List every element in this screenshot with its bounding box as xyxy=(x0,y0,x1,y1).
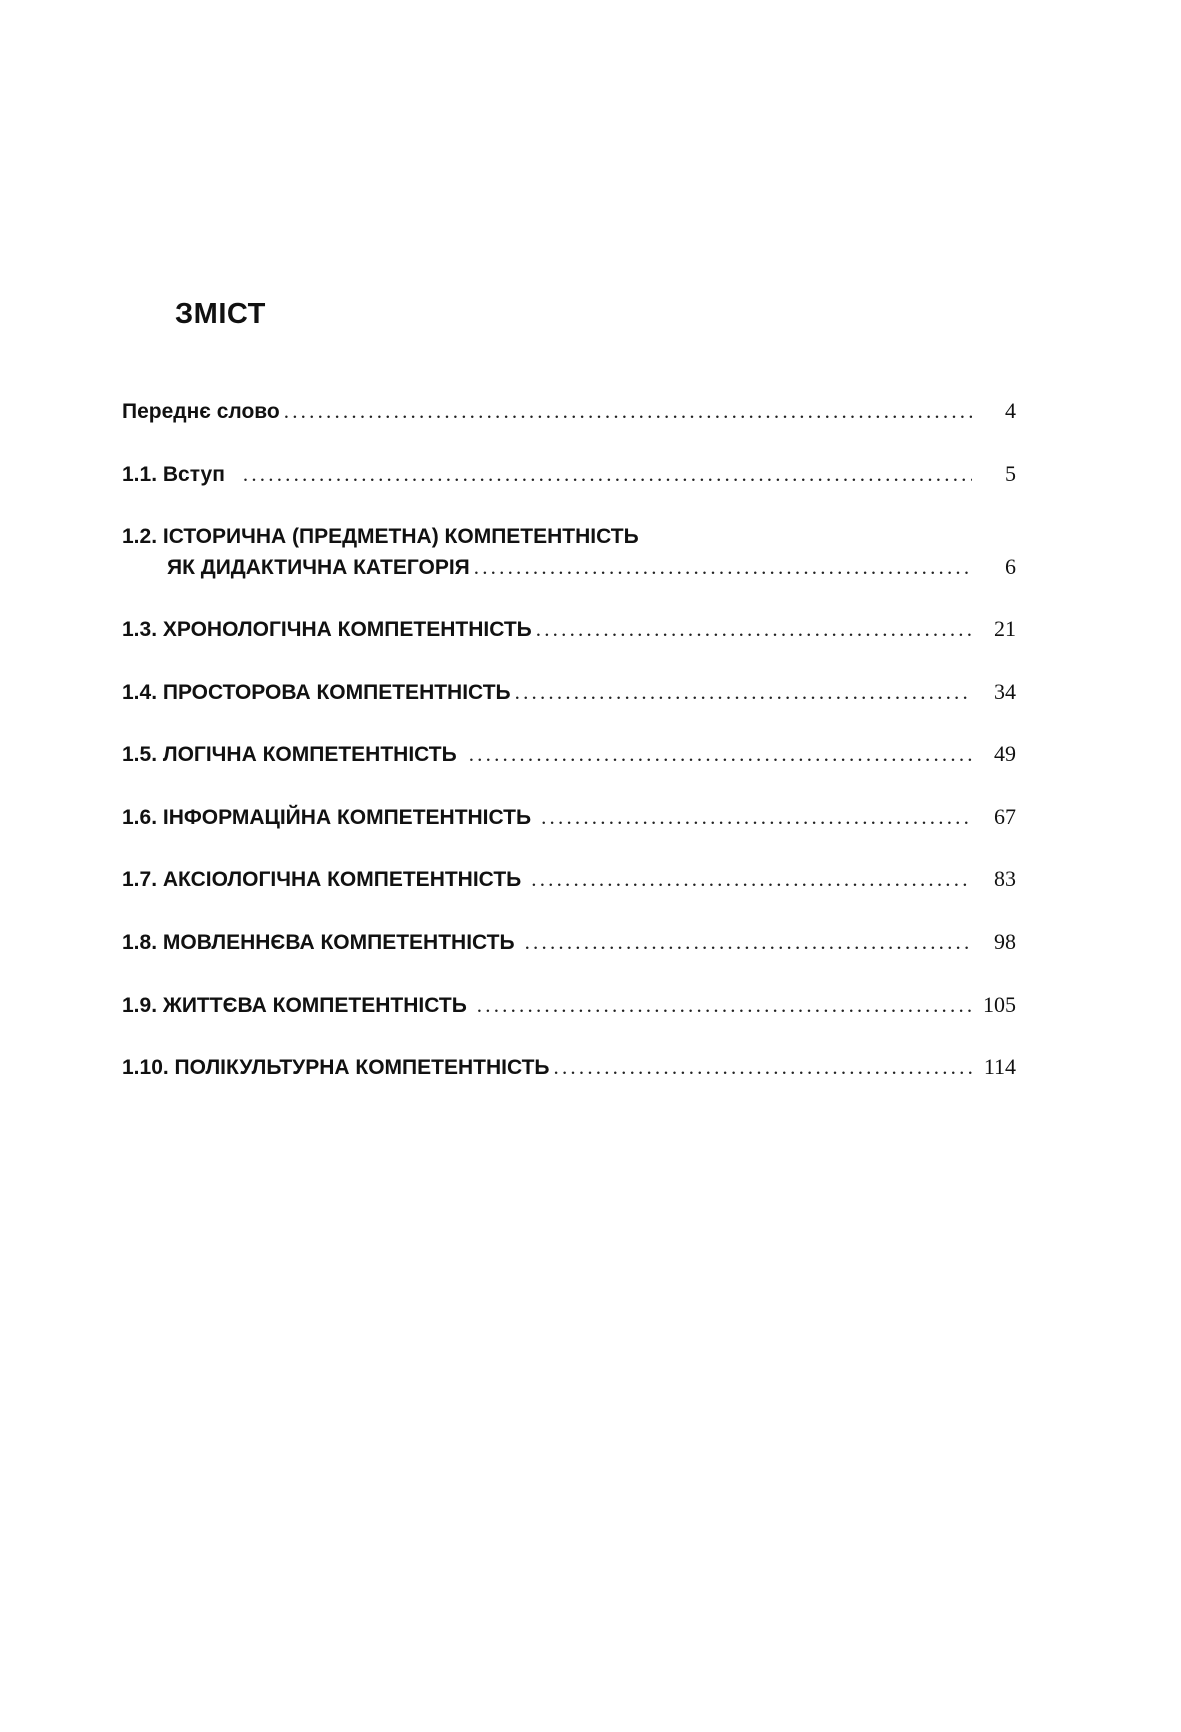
dot-leader xyxy=(243,459,972,489)
toc-entry-1-9[interactable] xyxy=(122,990,1016,1021)
toc-entry-page: 67 xyxy=(994,804,1016,829)
toc-entry-1-10[interactable] xyxy=(122,1052,1016,1083)
dot-leader xyxy=(554,1052,972,1082)
toc-entry-label: ЯК ДИДАКТИЧНА КАТЕГОРІЯ xyxy=(167,556,470,579)
dot-leader xyxy=(531,864,972,894)
dot-leader xyxy=(525,927,972,957)
toc-entry-label: 1.8. МОВЛЕННЄВА КОМПЕТЕНТНІСТЬ xyxy=(122,931,515,954)
toc-entry-page: 49 xyxy=(994,741,1016,766)
toc-entry-page: 6 xyxy=(1005,554,1016,579)
dot-leader xyxy=(284,396,972,426)
toc-entry-1-8[interactable] xyxy=(122,927,1016,958)
toc-entry-label: 1.9. ЖИТТЄВА КОМПЕТЕНТНІСТЬ xyxy=(122,994,467,1017)
toc-entry-label: 1.1. Вступ xyxy=(122,463,225,486)
toc-entry-page: 83 xyxy=(994,866,1016,891)
toc-entry-1-3[interactable] xyxy=(122,614,1016,645)
dot-leader xyxy=(541,802,972,832)
toc-entry-page: 34 xyxy=(994,679,1016,704)
toc-entry-page: 98 xyxy=(994,929,1016,954)
toc-entry-label-line1: 1.2. ІСТОРИЧНА (ПРЕДМЕТНА) КОМПЕТЕНТНІСТЬ xyxy=(122,525,639,548)
toc-entry-label: 1.3. ХРОНОЛОГІЧНА КОМПЕТЕНТНІСТЬ xyxy=(122,618,532,641)
dot-leader xyxy=(469,739,972,769)
toc-entry-1-1[interactable] xyxy=(122,459,1016,490)
page-title: ЗМІСТ xyxy=(175,298,266,330)
dot-leader xyxy=(477,990,972,1020)
toc-entry-page: 4 xyxy=(1005,398,1016,423)
toc-entry-label: Переднє слово xyxy=(122,400,280,423)
toc-entry-page: 114 xyxy=(983,1054,1016,1079)
toc-entry-label: 1.6. ІНФОРМАЦІЙНА КОМПЕТЕНТНІСТЬ xyxy=(122,806,532,829)
toc-entry-1-7[interactable] xyxy=(122,864,1016,895)
toc-entry-page: 5 xyxy=(1005,461,1016,486)
toc-entry-page: 21 xyxy=(994,616,1016,641)
toc-entry-foreword[interactable] xyxy=(122,396,1016,427)
toc-entry-1-6[interactable] xyxy=(122,802,1016,833)
toc-entry-label: 1.4. ПРОСТОРОВА КОМПЕТЕНТНІСТЬ xyxy=(122,681,511,704)
toc-entry-label: 1.7. АКСІОЛОГІЧНА КОМПЕТЕНТНІСТЬ xyxy=(122,868,522,891)
toc-entry-label: 1.10. ПОЛІКУЛЬТУРНА КОМПЕТЕНТНІСТЬ xyxy=(122,1056,550,1079)
toc-entry-1-2[interactable] xyxy=(122,522,1016,583)
toc-entry-page: 105 xyxy=(983,992,1016,1017)
toc-entry-1-5[interactable] xyxy=(122,739,1016,770)
toc-entry-1-4[interactable] xyxy=(122,677,1016,708)
dot-leader xyxy=(536,614,972,644)
toc-entry-label: 1.5. ЛОГІЧНА КОМПЕТЕНТНІСТЬ xyxy=(122,743,457,766)
dot-leader xyxy=(474,552,972,582)
dot-leader xyxy=(515,677,972,707)
